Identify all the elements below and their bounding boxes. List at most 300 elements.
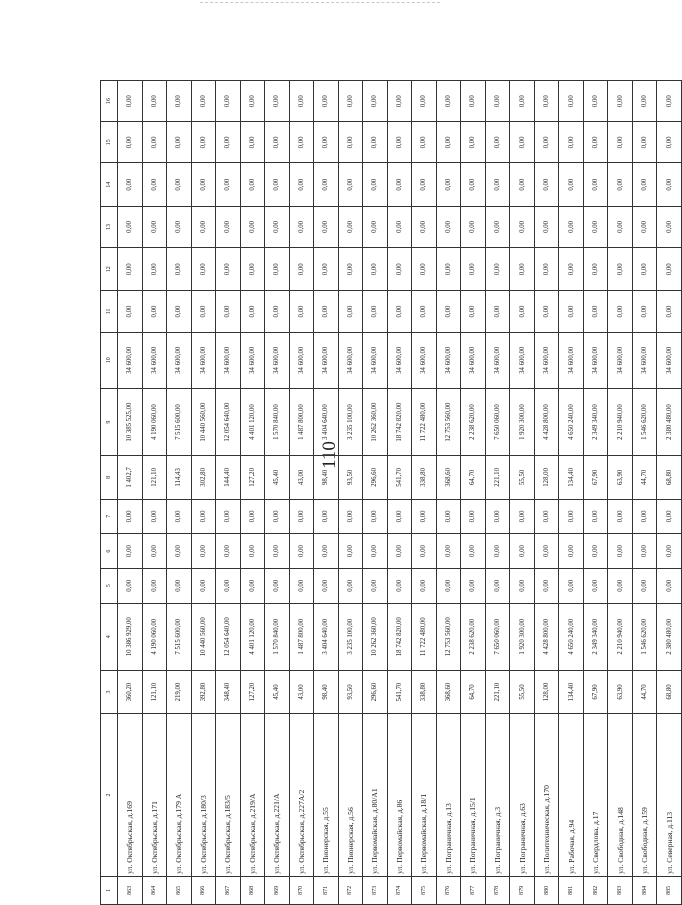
- value-cell: 0,00: [167, 499, 192, 534]
- value-cell: 12 753 560,00: [436, 603, 461, 670]
- table-row: [167, 81, 192, 905]
- value-cell: 2 380 480,00: [657, 388, 682, 455]
- value-cell: 0,00: [559, 206, 584, 247]
- value-cell: 0,00: [387, 163, 412, 206]
- top-scan-rule: [200, 2, 440, 3]
- value-cell: 0,00: [216, 499, 241, 534]
- value-cell: 0,00: [289, 248, 314, 291]
- table-row: [289, 81, 314, 905]
- value-cell: 0,00: [583, 534, 608, 569]
- value-cell: 0,00: [632, 122, 657, 163]
- value-cell: 0,00: [338, 291, 363, 332]
- row-number-cell: 866: [191, 876, 216, 904]
- address-cell: ул. Октябрьская, д.169: [118, 714, 143, 877]
- value-cell: 541,70: [387, 456, 412, 499]
- value-cell: 0,00: [363, 568, 388, 603]
- value-cell: 0,00: [338, 81, 363, 122]
- row-number-cell: 865: [167, 876, 192, 904]
- value-cell: 12 054 640,00: [216, 388, 241, 455]
- value-cell: 0,00: [559, 291, 584, 332]
- address-cell: ул. Октябрьская, д.219/А: [240, 714, 265, 877]
- value-cell: 0,00: [167, 81, 192, 122]
- value-cell: 2 210 940,00: [608, 603, 633, 670]
- value-cell: 0,00: [485, 248, 510, 291]
- value-cell: 0,00: [559, 122, 584, 163]
- value-cell: 392,80: [191, 670, 216, 713]
- value-cell: 0,00: [657, 122, 682, 163]
- column-header-16: 16: [101, 81, 118, 122]
- value-cell: 0,00: [510, 499, 535, 534]
- value-cell: 0,00: [510, 81, 535, 122]
- value-cell: 45,40: [265, 456, 290, 499]
- table-container: [100, 80, 680, 905]
- value-cell: 55,50: [510, 456, 535, 499]
- value-cell: 0,00: [510, 248, 535, 291]
- table-row: [314, 81, 339, 905]
- value-cell: 121,10: [142, 456, 167, 499]
- value-cell: 0,00: [265, 291, 290, 332]
- value-cell: 0,00: [608, 163, 633, 206]
- column-header-3: 3: [101, 670, 118, 713]
- value-cell: 0,00: [436, 568, 461, 603]
- value-cell: 34 600,00: [583, 332, 608, 388]
- value-cell: 219,00: [167, 670, 192, 713]
- value-cell: 0,00: [387, 248, 412, 291]
- value-cell: 0,00: [314, 81, 339, 122]
- value-cell: 0,00: [363, 291, 388, 332]
- address-cell: ул. Рабочая, д.94: [559, 714, 584, 877]
- value-cell: 10 386 929,00: [118, 603, 143, 670]
- value-cell: 0,00: [559, 568, 584, 603]
- table-row: [142, 81, 167, 905]
- value-cell: 0,00: [289, 122, 314, 163]
- value-cell: 0,00: [412, 81, 437, 122]
- address-cell: ул. Пограничная, д.63: [510, 714, 535, 877]
- value-cell: 98,40: [314, 670, 339, 713]
- value-cell: 0,00: [534, 81, 559, 122]
- value-cell: 0,00: [118, 499, 143, 534]
- value-cell: 0,00: [534, 206, 559, 247]
- address-cell: ул. Северная, д.113: [657, 714, 682, 877]
- value-cell: 0,00: [191, 81, 216, 122]
- address-cell: ул. Политехническая, д.170: [534, 714, 559, 877]
- value-cell: 127,20: [240, 456, 265, 499]
- value-cell: 296,60: [363, 670, 388, 713]
- table-row: [412, 81, 437, 905]
- value-cell: 0,00: [436, 206, 461, 247]
- value-cell: 0,00: [559, 163, 584, 206]
- value-cell: 0,00: [436, 248, 461, 291]
- value-cell: 0,00: [608, 568, 633, 603]
- value-cell: 121,10: [142, 670, 167, 713]
- value-cell: 0,00: [510, 122, 535, 163]
- column-header-4: 4: [101, 603, 118, 670]
- value-cell: 34 600,00: [387, 332, 412, 388]
- row-number-cell: 877: [461, 876, 486, 904]
- value-cell: 34 600,00: [142, 332, 167, 388]
- value-cell: 0,00: [485, 122, 510, 163]
- value-cell: 7 650 060,00: [485, 603, 510, 670]
- value-cell: 0,00: [608, 534, 633, 569]
- value-cell: 0,00: [436, 81, 461, 122]
- value-cell: 0,00: [632, 248, 657, 291]
- table-row: [583, 81, 608, 905]
- row-number-cell: 869: [265, 876, 290, 904]
- address-cell: ул. Свободная, д.148: [608, 714, 633, 877]
- value-cell: 0,00: [265, 206, 290, 247]
- row-number-cell: 883: [608, 876, 633, 904]
- value-cell: 0,00: [167, 291, 192, 332]
- page-number: 110: [319, 441, 340, 469]
- value-cell: 68,80: [657, 670, 682, 713]
- value-cell: 0,00: [167, 534, 192, 569]
- address-cell: ул. Октябрьская, д.179 А: [167, 714, 192, 877]
- value-cell: 0,00: [387, 568, 412, 603]
- value-cell: 0,00: [387, 81, 412, 122]
- value-cell: 0,00: [657, 248, 682, 291]
- value-cell: 0,00: [632, 568, 657, 603]
- address-cell: ул. Пограничная, д.3: [485, 714, 510, 877]
- table-row: [510, 81, 535, 905]
- value-cell: 0,00: [461, 291, 486, 332]
- table-row: [534, 81, 559, 905]
- value-cell: 0,00: [142, 122, 167, 163]
- value-cell: 64,70: [461, 670, 486, 713]
- value-cell: 0,00: [142, 248, 167, 291]
- value-cell: 0,00: [412, 291, 437, 332]
- value-cell: 0,00: [387, 291, 412, 332]
- value-cell: 0,00: [534, 568, 559, 603]
- value-cell: 3 404 640,00: [314, 388, 339, 455]
- value-cell: 2 349 340,00: [583, 388, 608, 455]
- value-cell: 0,00: [314, 534, 339, 569]
- value-cell: 0,00: [289, 81, 314, 122]
- value-cell: 0,00: [314, 568, 339, 603]
- value-cell: 0,00: [583, 122, 608, 163]
- table-row: [485, 81, 510, 905]
- value-cell: 0,00: [412, 206, 437, 247]
- value-cell: 0,00: [240, 568, 265, 603]
- value-cell: 0,00: [191, 534, 216, 569]
- value-cell: 11 722 480,00: [412, 603, 437, 670]
- value-cell: 0,00: [240, 291, 265, 332]
- row-number-cell: 870: [289, 876, 314, 904]
- value-cell: 0,00: [632, 81, 657, 122]
- address-cell: ул. Октябрьская, д.171: [142, 714, 167, 877]
- value-cell: 93,50: [338, 670, 363, 713]
- value-cell: 1 487 800,00: [289, 603, 314, 670]
- value-cell: 0,00: [265, 163, 290, 206]
- value-cell: 0,00: [510, 568, 535, 603]
- value-cell: 134,40: [559, 456, 584, 499]
- value-cell: 0,00: [191, 568, 216, 603]
- value-cell: 34 600,00: [314, 332, 339, 388]
- value-cell: 0,00: [608, 248, 633, 291]
- column-header-6: 6: [101, 534, 118, 569]
- table-row: [363, 81, 388, 905]
- value-cell: 0,00: [240, 499, 265, 534]
- value-cell: 0,00: [412, 248, 437, 291]
- value-cell: 0,00: [583, 568, 608, 603]
- value-cell: 0,00: [240, 81, 265, 122]
- value-cell: 0,00: [461, 206, 486, 247]
- value-cell: 0,00: [338, 206, 363, 247]
- value-cell: 0,00: [608, 291, 633, 332]
- value-cell: 0,00: [191, 248, 216, 291]
- column-header-13: 13: [101, 206, 118, 247]
- value-cell: 0,00: [289, 206, 314, 247]
- value-cell: 0,00: [583, 206, 608, 247]
- value-cell: 0,00: [632, 499, 657, 534]
- column-header-9: 9: [101, 388, 118, 455]
- value-cell: 0,00: [191, 163, 216, 206]
- table-row: [387, 81, 412, 905]
- value-cell: 0,00: [657, 206, 682, 247]
- value-cell: 0,00: [314, 122, 339, 163]
- value-cell: 0,00: [118, 534, 143, 569]
- value-cell: 98,40: [314, 456, 339, 499]
- value-cell: 0,00: [412, 568, 437, 603]
- value-cell: 0,00: [583, 248, 608, 291]
- register-table: [100, 80, 682, 905]
- value-cell: 0,00: [387, 499, 412, 534]
- value-cell: 34 600,00: [412, 332, 437, 388]
- column-header-1: 1: [101, 876, 118, 904]
- value-cell: 2 210 940,00: [608, 388, 633, 455]
- value-cell: 34 600,00: [338, 332, 363, 388]
- value-cell: 3 235 100,00: [338, 388, 363, 455]
- table-row: [436, 81, 461, 905]
- column-header-5: 5: [101, 568, 118, 603]
- value-cell: 0,00: [608, 81, 633, 122]
- value-cell: 0,00: [265, 81, 290, 122]
- table-row: [608, 81, 633, 905]
- value-cell: 0,00: [314, 248, 339, 291]
- value-cell: 0,00: [510, 291, 535, 332]
- value-cell: 128,00: [534, 670, 559, 713]
- value-cell: 0,00: [216, 248, 241, 291]
- row-number-cell: 867: [216, 876, 241, 904]
- column-header-2: 2: [101, 714, 118, 877]
- value-cell: 0,00: [485, 81, 510, 122]
- address-cell: ул. Пионерская, д.56: [338, 714, 363, 877]
- value-cell: 0,00: [216, 206, 241, 247]
- value-cell: 0,00: [534, 291, 559, 332]
- address-cell: ул. Октябрьская, д.221/А: [265, 714, 290, 877]
- value-cell: 34 600,00: [191, 332, 216, 388]
- value-cell: 0,00: [118, 568, 143, 603]
- column-header-15: 15: [101, 122, 118, 163]
- value-cell: 0,00: [118, 163, 143, 206]
- value-cell: 10 262 360,00: [363, 388, 388, 455]
- value-cell: 0,00: [314, 499, 339, 534]
- value-cell: 0,00: [510, 163, 535, 206]
- address-cell: ул. Пограничная, д.15/1: [461, 714, 486, 877]
- value-cell: 63,90: [608, 670, 633, 713]
- value-cell: 0,00: [240, 534, 265, 569]
- value-cell: 0,00: [191, 206, 216, 247]
- row-number-cell: 885: [657, 876, 682, 904]
- value-cell: 34 600,00: [608, 332, 633, 388]
- value-cell: 0,00: [485, 534, 510, 569]
- value-cell: 0,00: [142, 499, 167, 534]
- value-cell: 43,00: [289, 670, 314, 713]
- row-number-cell: 874: [387, 876, 412, 904]
- value-cell: 0,00: [534, 122, 559, 163]
- value-cell: 3 404 640,00: [314, 603, 339, 670]
- table-body: [118, 81, 682, 905]
- value-cell: 302,80: [191, 456, 216, 499]
- value-cell: 1 546 620,00: [632, 603, 657, 670]
- value-cell: 0,00: [338, 499, 363, 534]
- value-cell: 0,00: [191, 291, 216, 332]
- value-cell: 0,00: [412, 163, 437, 206]
- value-cell: 0,00: [387, 534, 412, 569]
- value-cell: 0,00: [534, 163, 559, 206]
- value-cell: 0,00: [142, 568, 167, 603]
- column-header-11: 11: [101, 291, 118, 332]
- value-cell: 0,00: [142, 81, 167, 122]
- value-cell: 67,90: [583, 456, 608, 499]
- value-cell: 338,80: [412, 670, 437, 713]
- value-cell: 4 401 120,00: [240, 388, 265, 455]
- value-cell: 221,10: [485, 456, 510, 499]
- value-cell: 34 600,00: [240, 332, 265, 388]
- value-cell: 0,00: [657, 81, 682, 122]
- column-header-7: 7: [101, 499, 118, 534]
- value-cell: 44,70: [632, 670, 657, 713]
- value-cell: 0,00: [632, 163, 657, 206]
- value-cell: 0,00: [510, 534, 535, 569]
- value-cell: 0,00: [510, 206, 535, 247]
- address-cell: ул. Первомайская, д.80/А1: [363, 714, 388, 877]
- value-cell: 0,00: [142, 534, 167, 569]
- row-number-cell: 879: [510, 876, 535, 904]
- value-cell: 0,00: [485, 568, 510, 603]
- value-cell: 0,00: [559, 248, 584, 291]
- value-cell: 128,00: [534, 456, 559, 499]
- address-cell: ул. Пограничная, д.13: [436, 714, 461, 877]
- value-cell: 34 600,00: [461, 332, 486, 388]
- value-cell: 0,00: [485, 499, 510, 534]
- value-cell: 0,00: [216, 163, 241, 206]
- table-header-row: [101, 81, 118, 905]
- value-cell: 0,00: [387, 122, 412, 163]
- value-cell: 0,00: [240, 206, 265, 247]
- value-cell: 0,00: [167, 248, 192, 291]
- value-cell: 2 238 620,00: [461, 603, 486, 670]
- value-cell: 34 600,00: [167, 332, 192, 388]
- value-cell: 10 440 560,00: [191, 603, 216, 670]
- value-cell: 34 600,00: [657, 332, 682, 388]
- value-cell: 0,00: [314, 206, 339, 247]
- value-cell: 93,50: [338, 456, 363, 499]
- value-cell: 0,00: [608, 122, 633, 163]
- value-cell: 0,00: [632, 206, 657, 247]
- value-cell: 144,40: [216, 456, 241, 499]
- value-cell: 0,00: [583, 81, 608, 122]
- row-number-cell: 864: [142, 876, 167, 904]
- value-cell: 0,00: [485, 206, 510, 247]
- value-cell: 0,00: [657, 499, 682, 534]
- row-number-cell: 872: [338, 876, 363, 904]
- table-row: [118, 81, 143, 905]
- value-cell: 0,00: [412, 499, 437, 534]
- value-cell: 2 380 480,00: [657, 603, 682, 670]
- value-cell: 221,10: [485, 670, 510, 713]
- value-cell: 11 722 480,00: [412, 388, 437, 455]
- value-cell: 34 600,00: [118, 332, 143, 388]
- value-cell: 67,90: [583, 670, 608, 713]
- value-cell: 0,00: [583, 163, 608, 206]
- value-cell: 368,60: [436, 456, 461, 499]
- address-cell: ул. Октябрьская, д.180/3: [191, 714, 216, 877]
- value-cell: 7 515 600,00: [167, 388, 192, 455]
- value-cell: 0,00: [338, 568, 363, 603]
- column-header-14: 14: [101, 163, 118, 206]
- table-row: [216, 81, 241, 905]
- value-cell: 0,00: [461, 163, 486, 206]
- row-number-cell: 881: [559, 876, 584, 904]
- value-cell: 0,00: [461, 568, 486, 603]
- value-cell: 0,00: [363, 248, 388, 291]
- value-cell: 0,00: [289, 163, 314, 206]
- value-cell: 0,00: [559, 81, 584, 122]
- value-cell: 0,00: [412, 534, 437, 569]
- value-cell: 0,00: [338, 534, 363, 569]
- value-cell: 0,00: [436, 534, 461, 569]
- value-cell: 0,00: [216, 291, 241, 332]
- value-cell: 34 600,00: [289, 332, 314, 388]
- value-cell: 0,00: [289, 568, 314, 603]
- value-cell: 2 238 620,00: [461, 388, 486, 455]
- address-cell: ул. Первомайская, д.18/1: [412, 714, 437, 877]
- address-cell: ул. Первомайская, д.86: [387, 714, 412, 877]
- value-cell: 0,00: [338, 163, 363, 206]
- table-row: [265, 81, 290, 905]
- value-cell: 0,00: [289, 499, 314, 534]
- value-cell: 0,00: [461, 122, 486, 163]
- value-cell: 0,00: [118, 248, 143, 291]
- value-cell: 0,00: [657, 568, 682, 603]
- value-cell: 4 428 800,00: [534, 388, 559, 455]
- value-cell: 0,00: [608, 206, 633, 247]
- value-cell: 55,50: [510, 670, 535, 713]
- value-cell: 64,70: [461, 456, 486, 499]
- value-cell: 0,00: [559, 534, 584, 569]
- value-cell: 0,00: [436, 122, 461, 163]
- value-cell: 4 401 120,00: [240, 603, 265, 670]
- value-cell: 0,00: [461, 81, 486, 122]
- value-cell: 0,00: [216, 122, 241, 163]
- address-cell: ул. Октябрьская, д.183/5: [216, 714, 241, 877]
- value-cell: 0,00: [583, 499, 608, 534]
- table-row: [632, 81, 657, 905]
- value-cell: 0,00: [118, 81, 143, 122]
- value-cell: 4 190 060,00: [142, 603, 167, 670]
- value-cell: 0,00: [657, 291, 682, 332]
- value-cell: 0,00: [142, 163, 167, 206]
- value-cell: 368,60: [436, 670, 461, 713]
- value-cell: 114,43: [167, 456, 192, 499]
- row-number-cell: 868: [240, 876, 265, 904]
- value-cell: 127,20: [240, 670, 265, 713]
- value-cell: 0,00: [265, 534, 290, 569]
- value-cell: 4 428 800,00: [534, 603, 559, 670]
- row-number-cell: 882: [583, 876, 608, 904]
- value-cell: 0,00: [363, 122, 388, 163]
- value-cell: 0,00: [461, 248, 486, 291]
